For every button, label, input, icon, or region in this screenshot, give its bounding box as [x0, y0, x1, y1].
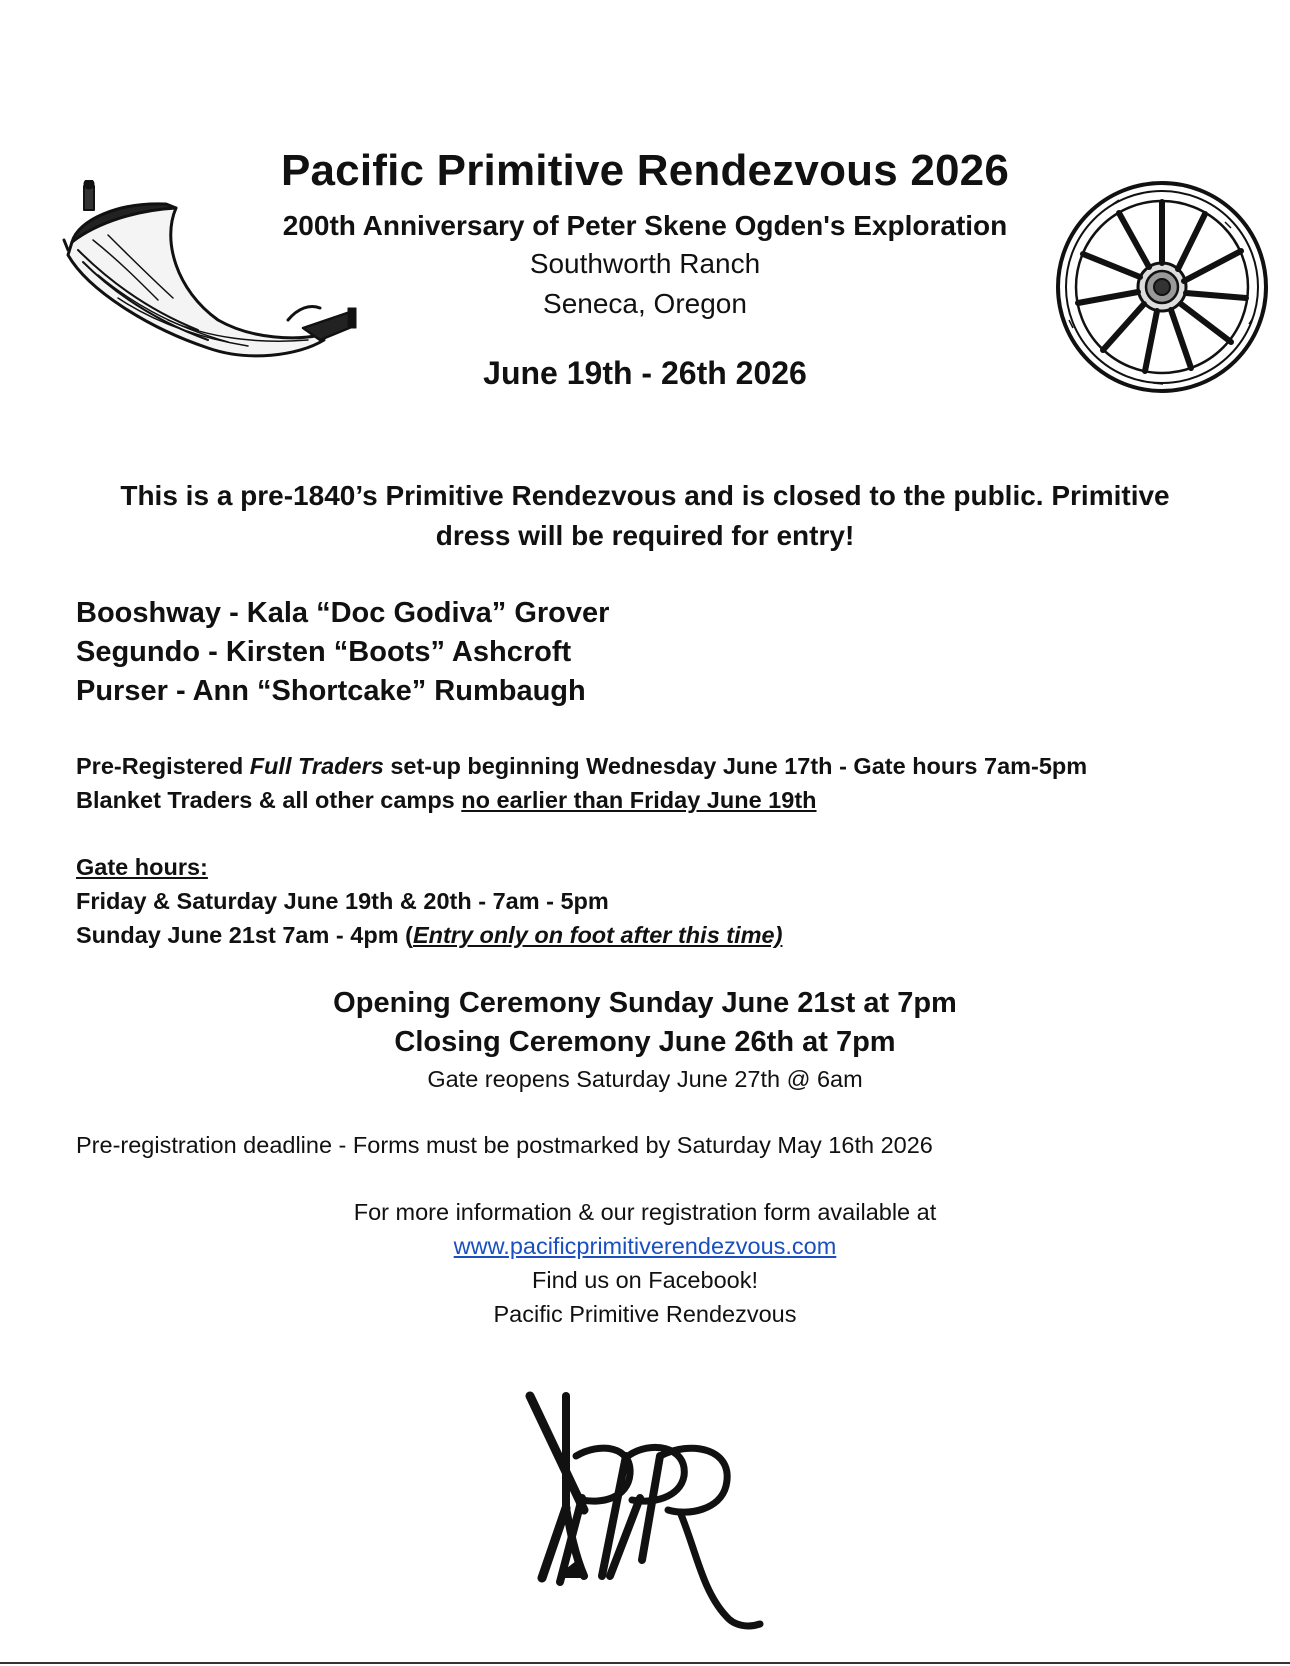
officer-purser: Purser - Ann “Shortcake” Rumbaugh	[76, 675, 586, 707]
closed-to-public-notice: This is a pre-1840’s Primitive Rendezvous and is closed to the public. Primitive dress will be required for entry!	[120, 480, 1170, 551]
officers-list	[76, 594, 609, 711]
gate-hours-heading: Gate hours:	[76, 854, 208, 880]
subtitle: 200th Anniversary of Peter Skene Ogden's Exploration	[282, 210, 1008, 241]
facebook-page-name: Pacific Primitive Rendezvous	[493, 1301, 797, 1327]
full-traders-suffix: set-up beginning Wednesday June 17th - Gate hours 7am-5pm	[383, 753, 1088, 779]
page-title: Pacific Primitive Rendezvous 2026	[280, 146, 1010, 195]
facebook-line: Find us on Facebook!	[532, 1267, 758, 1293]
blanket-traders-prefix: Blanket Traders & all other camps	[76, 787, 462, 813]
gate-hours-foot-entry: Entry only on foot after this time)	[412, 922, 783, 948]
officer-booshway: Booshway - Kala “Doc Godiva” Grover	[76, 597, 610, 629]
full-traders-label: Full Traders	[249, 753, 384, 779]
gate-hours-sunday: Sunday June 21st 7am - 4pm (	[76, 922, 413, 948]
blanket-traders-line	[76, 783, 1087, 817]
gate-hours-section	[76, 850, 782, 952]
website-link-wrapper	[0, 1233, 1290, 1260]
event-dates: June 19th - 26th 2026	[483, 355, 807, 391]
registration-deadline: Pre-registration deadline - Forms must be postmarked by Saturday May 16th 2026	[76, 1132, 933, 1158]
full-traders-line	[76, 749, 1087, 783]
closing-ceremony: Closing Ceremony June 26th at 7pm	[394, 1026, 896, 1058]
full-traders-prefix: Pre-Registered	[76, 753, 250, 779]
info-line: For more information & our registration form available at	[353, 1199, 937, 1225]
opening-ceremony: Opening Ceremony Sunday June 21st at 7pm	[333, 987, 957, 1019]
location-line-1: Southworth Ranch	[529, 248, 761, 279]
location-line-2: Seneca, Oregon	[543, 288, 747, 319]
officer-segundo: Segundo - Kirsten “Boots” Ashcroft	[76, 636, 572, 668]
page-bottom-border	[0, 1662, 1290, 1664]
gate-reopens: Gate reopens Saturday June 27th @ 6am	[427, 1066, 863, 1092]
gate-hours-line-1: Friday & Saturday June 19th & 20th - 7am - 5pm	[76, 888, 609, 914]
website-link[interactable]: www.pacificprimitiverendezvous.com	[453, 1233, 837, 1259]
gate-hours-line-2	[76, 918, 782, 952]
ppr-monogram-logo	[520, 1390, 770, 1640]
traders-info	[76, 749, 1087, 817]
blanket-traders-date: no earlier than Friday June 19th	[461, 787, 817, 813]
